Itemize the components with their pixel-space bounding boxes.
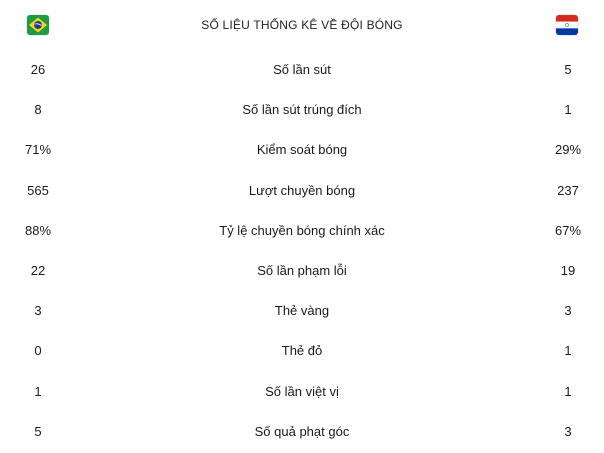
stat-label: Thẻ đỏ <box>281 343 323 359</box>
away-value: 29% <box>554 142 582 158</box>
paraguay-flag-icon <box>556 15 578 35</box>
away-value: 3 <box>564 303 572 319</box>
away-value: 1 <box>564 102 572 118</box>
stat-row-passes <box>0 171 604 211</box>
home-value: 5 <box>34 423 42 439</box>
stat-label: Lượt chuyền bóng <box>248 182 356 198</box>
stat-label: Số lần sút <box>273 62 331 77</box>
stat-row-shots-on-target <box>0 90 604 130</box>
stat-label: Số quả phạt góc <box>254 423 350 439</box>
away-value: 3 <box>564 423 572 439</box>
stat-row-fouls <box>0 251 604 291</box>
away-value: 67% <box>554 222 582 238</box>
home-value: 3 <box>34 303 42 319</box>
stat-label: Kiểm soát bóng <box>256 142 348 158</box>
away-value: 1 <box>564 343 572 359</box>
stats-table <box>0 50 604 452</box>
away-value: 5 <box>564 62 572 77</box>
home-value: 8 <box>34 102 42 118</box>
stat-row-red-cards <box>0 331 604 371</box>
home-value: 1 <box>34 383 42 399</box>
stats-title: SỐ LIỆU THỐNG KÊ VỀ ĐỘI BÓNG <box>201 18 403 32</box>
away-value: 19 <box>560 262 576 278</box>
stat-row-corners <box>0 412 604 452</box>
home-value: 88% <box>24 222 52 238</box>
home-value: 565 <box>27 182 49 198</box>
stat-label: Thẻ vàng <box>274 303 330 319</box>
home-value: 22 <box>30 262 46 278</box>
stat-row-yellow-cards <box>0 291 604 331</box>
home-value: 26 <box>30 62 46 77</box>
stat-label: Tỷ lệ chuyền bóng chính xác <box>219 222 385 238</box>
home-value: 0 <box>34 343 42 359</box>
stat-row-offsides <box>0 372 604 412</box>
home-value: 71% <box>24 142 52 158</box>
stats-header <box>0 0 604 50</box>
away-value: 237 <box>557 182 579 198</box>
away-value: 1 <box>564 383 572 399</box>
stat-row-possession <box>0 130 604 170</box>
stat-row-shots <box>0 50 604 90</box>
stat-row-pass-accuracy <box>0 211 604 251</box>
stat-label: Số lần phạm lỗi <box>257 262 347 278</box>
stat-label: Số lần việt vị <box>265 383 339 399</box>
stat-label: Số lần sút trúng đích <box>242 102 362 118</box>
